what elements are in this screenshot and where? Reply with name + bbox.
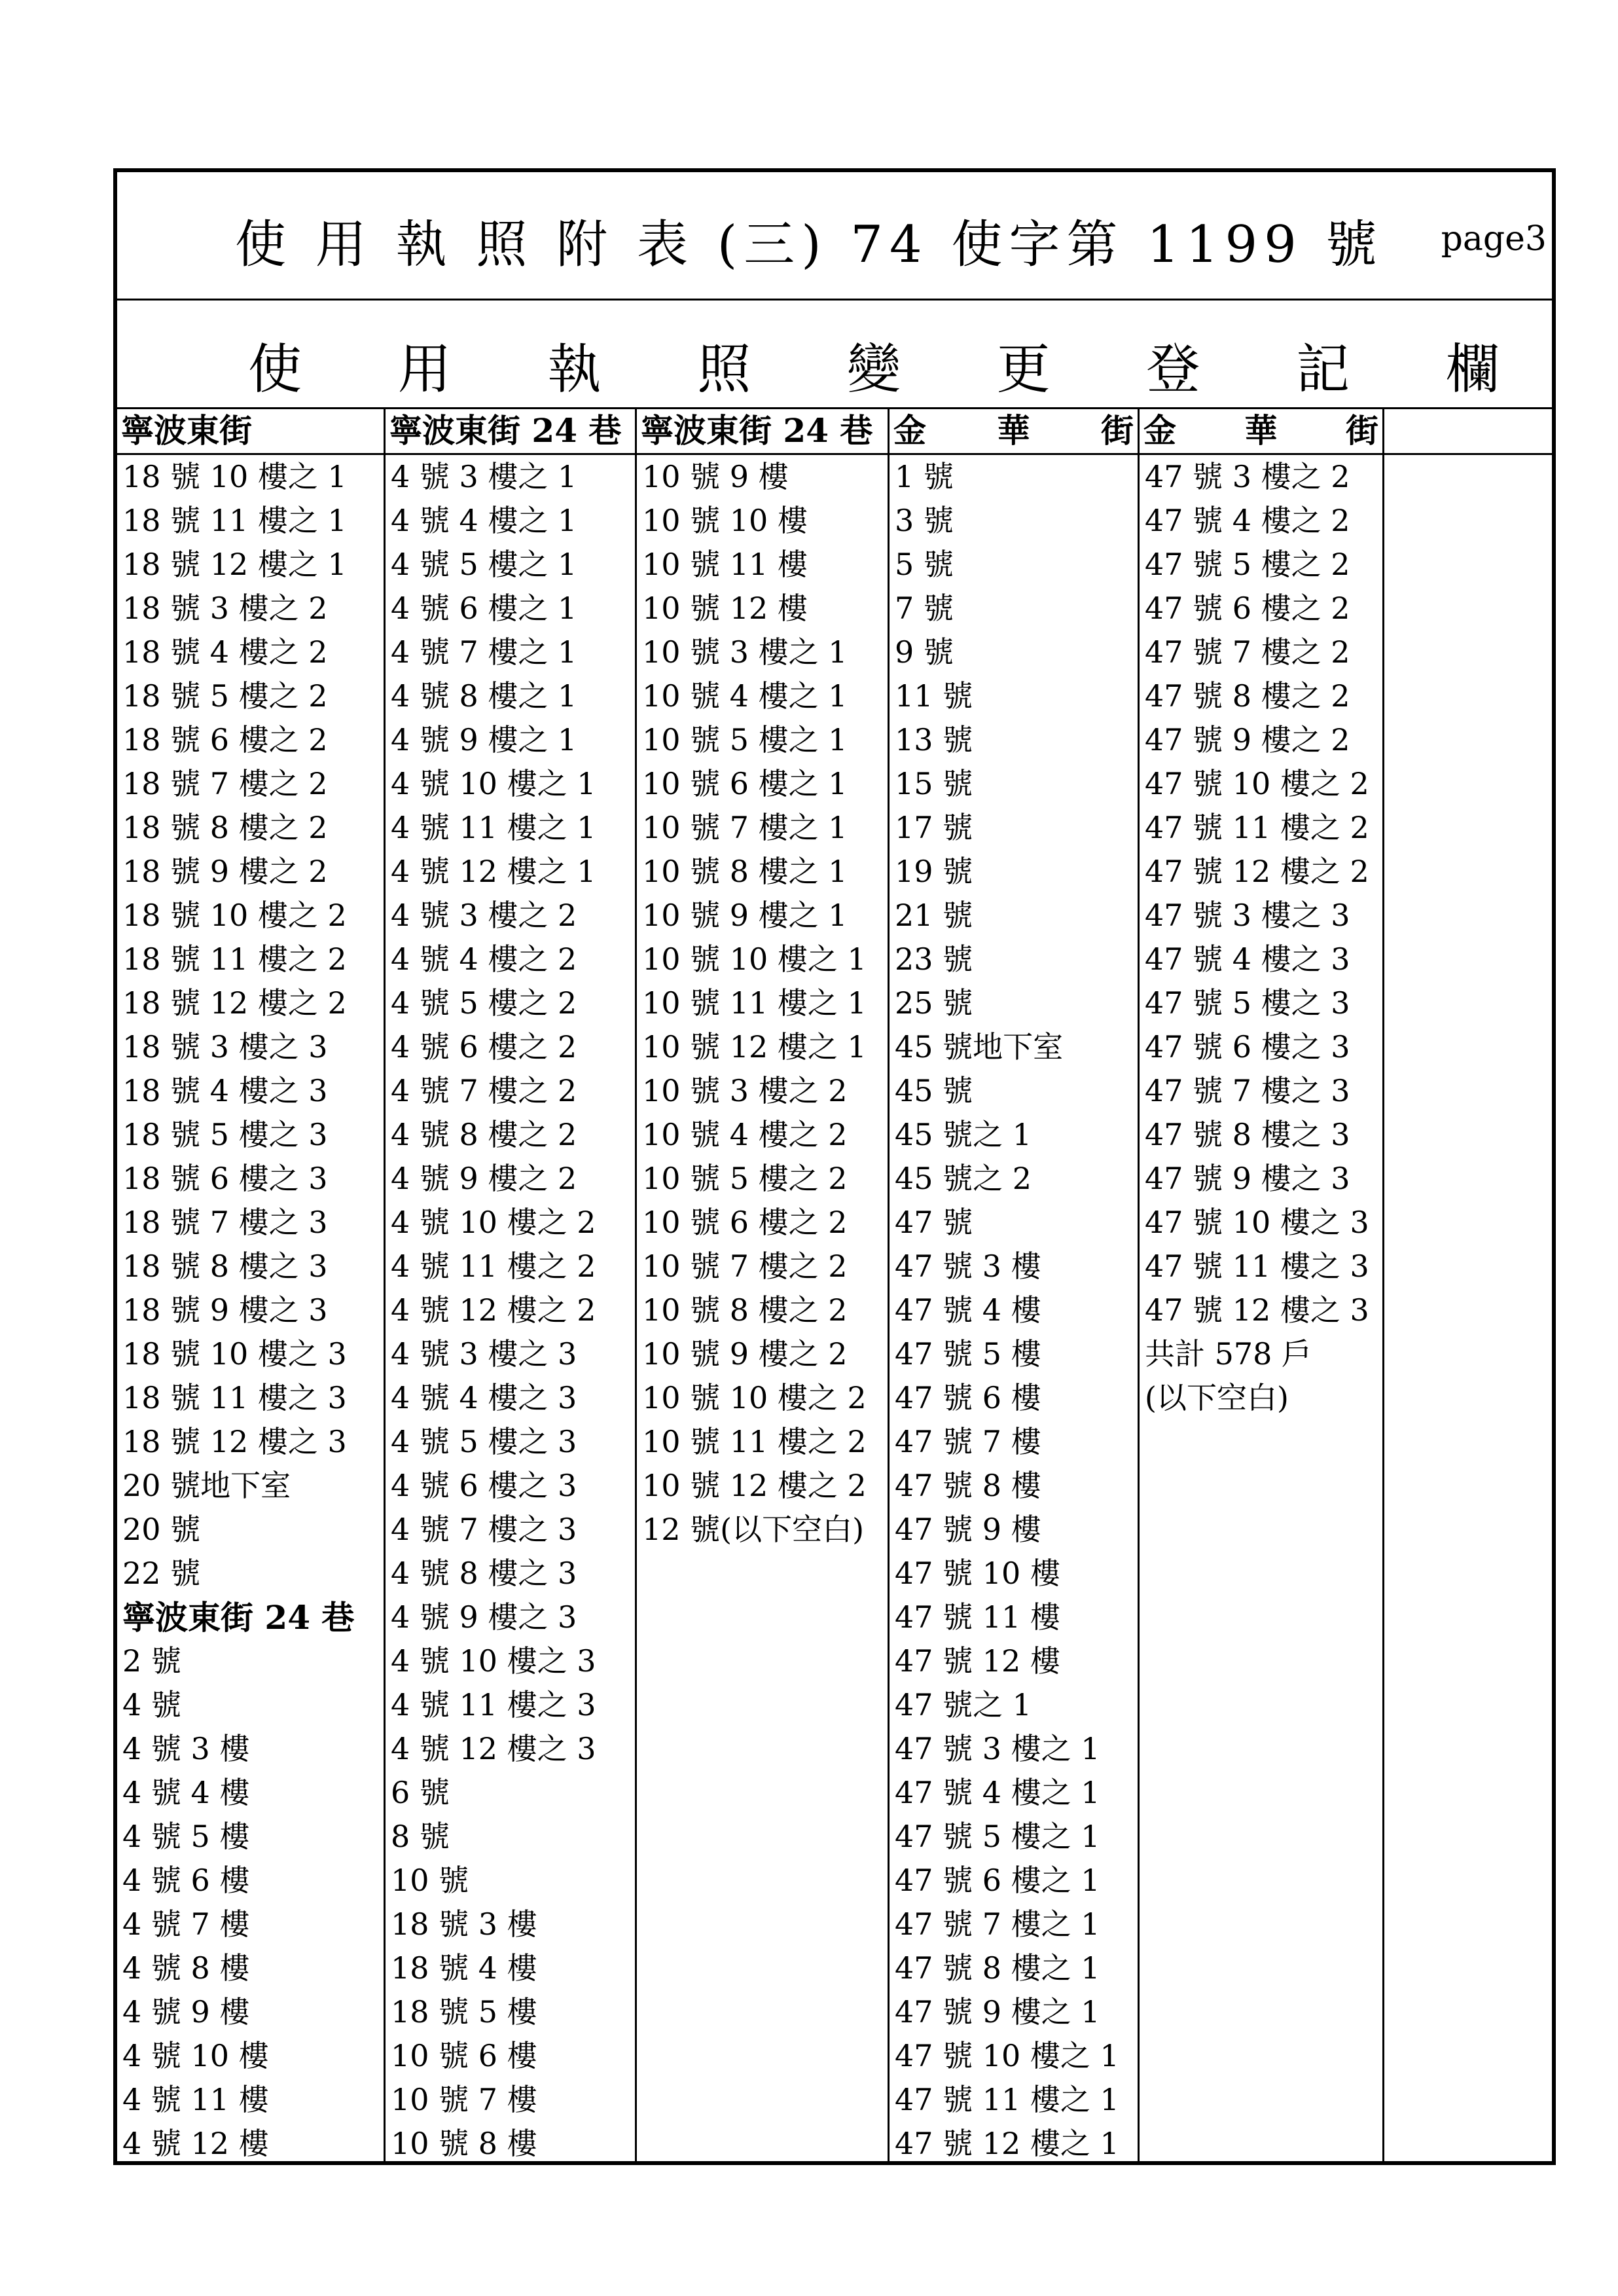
address-entry: 4 號 9 樓之 2 [391, 1161, 577, 1196]
address-entry: 47 號 5 樓之 1 [895, 1819, 1100, 1854]
address-entry: 47 號 10 樓之 1 [895, 2038, 1119, 2073]
address-entry: 4 號 6 樓之 2 [391, 1029, 577, 1065]
address-entry: 47 號 6 樓之 3 [1145, 1029, 1350, 1065]
address-entry: 10 號 [391, 1863, 469, 1898]
address-entry: 10 號 3 樓之 2 [642, 1073, 848, 1108]
column-heading: 寧波東街 [117, 409, 384, 455]
address-entry: 47 號 9 樓之 2 [1145, 722, 1350, 757]
address-entry: 4 號 9 樓之 3 [391, 1599, 577, 1635]
address-entry: 45 號之 2 [895, 1161, 1032, 1196]
address-entry: 4 號 8 樓之 3 [391, 1556, 577, 1591]
address-entry: 11 號 [895, 678, 973, 714]
document-frame [113, 168, 1556, 2165]
address-entry: 10 號 9 樓 [642, 459, 789, 494]
address-entry: 18 號 11 樓之 3 [122, 1380, 347, 1415]
title-row [117, 172, 1552, 301]
address-entry: 18 號 8 樓之 3 [122, 1248, 328, 1284]
address-entry: 47 號 3 樓 [895, 1248, 1041, 1284]
address-column-3 [637, 409, 890, 2165]
address-entry: 18 號 7 樓之 2 [122, 766, 328, 801]
address-entry: 4 號 4 樓之 3 [391, 1380, 577, 1415]
address-entry: 4 號 5 樓之 3 [391, 1424, 577, 1459]
address-entry: 47 號 11 樓之 2 [1145, 810, 1369, 845]
address-column-2 [386, 409, 637, 2165]
section-heading-char: 變 [846, 338, 901, 401]
address-entry: 4 號 5 樓之 2 [391, 985, 577, 1021]
address-entry: 10 號 12 樓之 2 [642, 1468, 867, 1503]
address-entry: 18 號 8 樓之 2 [122, 810, 328, 845]
column-heading-char: 街 [1346, 411, 1378, 450]
address-entry: 47 號 11 樓 [895, 1599, 1060, 1635]
address-entry: 47 號 6 樓之 2 [1145, 591, 1350, 626]
address-entry: 4 號 8 樓之 2 [391, 1117, 577, 1152]
address-entry: 47 號 3 樓之 1 [895, 1731, 1100, 1766]
address-entry: 47 號 6 樓 [895, 1380, 1041, 1415]
address-entry: 4 號 11 樓 [122, 2082, 269, 2117]
address-entry: 47 號 3 樓之 3 [1145, 898, 1350, 933]
address-entry: 4 號 3 樓之 2 [391, 898, 577, 933]
address-entry: 10 號 10 樓之 1 [642, 941, 867, 977]
address-entry: 18 號 12 樓之 3 [122, 1424, 347, 1459]
address-entry: 47 號 12 樓之 1 [895, 2126, 1119, 2161]
address-entry: 23 號 [895, 941, 973, 977]
address-entry: 15 號 [895, 766, 973, 801]
address-entry: 47 號 9 樓之 3 [1145, 1161, 1350, 1196]
address-entry: 10 號 4 樓之 1 [642, 678, 848, 714]
address-entry: 18 號 12 樓之 1 [122, 547, 347, 582]
address-entry: 10 號 8 樓 [391, 2126, 537, 2161]
address-entry: 10 號 5 樓之 2 [642, 1161, 848, 1196]
address-entry: 4 號 10 樓之 2 [391, 1205, 596, 1240]
section-heading-char: 照 [697, 338, 751, 401]
address-entry: 寧波東街 24 巷 [122, 1598, 355, 1637]
address-entry: 18 號 4 樓之 2 [122, 634, 328, 670]
column-heading-char: 金 [1143, 411, 1176, 450]
column-heading [890, 409, 1138, 455]
address-entry: 47 號 7 樓 [895, 1424, 1041, 1459]
address-entry: 20 號 [122, 1512, 201, 1547]
address-column-4 [890, 409, 1140, 2165]
address-entry: 47 號之 1 [895, 1687, 1032, 1722]
address-entry: 10 號 3 樓之 1 [642, 634, 848, 670]
section-heading-char: 使 [248, 338, 302, 401]
address-entry: 47 號 4 樓之 3 [1145, 941, 1350, 977]
column-heading: 寧波東街 24 巷 [637, 409, 888, 455]
address-entry: 22 號 [122, 1556, 201, 1591]
address-column-5 [1140, 409, 1384, 2165]
address-entry: 4 號 7 樓 [122, 1906, 250, 1942]
address-entry: 4 號 7 樓之 3 [391, 1512, 577, 1547]
section-heading-char: 更 [996, 338, 1051, 401]
address-entry: 47 號 [895, 1205, 973, 1240]
address-entry: 5 號 [895, 547, 954, 582]
column-heading-char: 華 [1244, 411, 1278, 450]
address-entry: 47 號 8 樓之 3 [1145, 1117, 1350, 1152]
address-entry: 19 號 [895, 854, 973, 889]
address-entry: 47 號 10 樓 [895, 1556, 1060, 1591]
address-entry: 45 號之 1 [895, 1117, 1032, 1152]
address-entry: 4 號 5 樓之 1 [391, 547, 577, 582]
section-heading-char: 執 [547, 338, 602, 401]
address-entry: 10 號 6 樓之 1 [642, 766, 848, 801]
address-entry: 18 號 4 樓之 3 [122, 1073, 328, 1108]
address-entry: 47 號 11 樓之 3 [1145, 1248, 1369, 1284]
address-entry: 47 號 4 樓之 1 [895, 1775, 1100, 1810]
address-entry: 4 號 11 樓之 2 [391, 1248, 596, 1284]
address-entry: 47 號 7 樓之 1 [895, 1906, 1100, 1942]
address-entry: 18 號 11 樓之 2 [122, 941, 347, 977]
address-entry: 10 號 6 樓 [391, 2038, 537, 2073]
address-entry: 4 號 6 樓之 1 [391, 591, 577, 626]
address-entry: 10 號 5 樓之 1 [642, 722, 848, 757]
address-entry: 10 號 7 樓之 1 [642, 810, 848, 845]
address-entry: 10 號 12 樓 [642, 591, 808, 626]
address-entry: 4 號 11 樓之 1 [391, 810, 596, 845]
address-entry: 4 號 3 樓之 1 [391, 459, 577, 494]
address-entry: 18 號 5 樓之 2 [122, 678, 328, 714]
address-entry: 10 號 10 樓之 2 [642, 1380, 867, 1415]
address-entry: 47 號 10 樓之 2 [1145, 766, 1369, 801]
address-entry: 4 號 8 樓 [122, 1950, 250, 1986]
address-entry: 4 號 6 樓之 3 [391, 1468, 577, 1503]
address-entry: 6 號 [391, 1775, 450, 1810]
address-entry: 47 號 3 樓之 2 [1145, 459, 1350, 494]
address-entry: 10 號 7 樓之 2 [642, 1248, 848, 1284]
address-entry: 4 號 4 樓之 1 [391, 503, 577, 538]
address-entry: 17 號 [895, 810, 973, 845]
address-entry: 10 號 9 樓之 1 [642, 898, 848, 933]
address-entry: 3 號 [895, 503, 954, 538]
section-heading-char: 記 [1296, 338, 1350, 401]
address-entry: 4 號 5 樓 [122, 1819, 250, 1854]
section-row [117, 301, 1552, 409]
address-entry: 9 號 [895, 634, 954, 670]
address-entry: 21 號 [895, 898, 973, 933]
address-entry: 10 號 9 樓之 2 [642, 1336, 848, 1372]
address-entry: 45 號地下室 [895, 1029, 1064, 1065]
address-entry: 4 號 12 樓之 1 [391, 854, 596, 889]
address-entry: 10 號 11 樓 [642, 547, 808, 582]
address-columns [117, 409, 1552, 2165]
address-entry: 18 號 4 樓 [391, 1950, 537, 1986]
section-heading [248, 327, 1500, 403]
address-entry: 4 號 11 樓之 3 [391, 1687, 596, 1722]
address-entry: 47 號 4 樓 [895, 1292, 1041, 1328]
address-entry: 47 號 8 樓之 2 [1145, 678, 1350, 714]
address-entry: 4 號 6 樓 [122, 1863, 250, 1898]
address-entry: 47 號 7 樓之 3 [1145, 1073, 1350, 1108]
address-entry: 1 號 [895, 459, 954, 494]
address-entry: 18 號 10 樓之 3 [122, 1336, 347, 1372]
address-entry: 4 號 9 樓之 1 [391, 722, 577, 757]
address-entry: 18 號 10 樓之 1 [122, 459, 347, 494]
column-heading-char: 華 [997, 411, 1030, 450]
address-entry: 18 號 3 樓之 2 [122, 591, 328, 626]
address-entry: 10 號 6 樓之 2 [642, 1205, 848, 1240]
address-entry: 4 號 7 樓之 1 [391, 634, 577, 670]
address-entry: 10 號 8 樓之 1 [642, 854, 848, 889]
address-entry: 47 號 5 樓之 3 [1145, 985, 1350, 1021]
column-heading: 寧波東街 24 巷 [386, 409, 635, 455]
address-entry: 4 號 8 樓之 1 [391, 678, 577, 714]
address-entry: 18 號 9 樓之 2 [122, 854, 328, 889]
address-entry: 18 號 3 樓 [391, 1906, 537, 1942]
section-heading-char: 用 [397, 338, 452, 401]
address-entry: 10 號 4 樓之 2 [642, 1117, 848, 1152]
address-entry: 47 號 4 樓之 2 [1145, 503, 1350, 538]
address-entry: 10 號 7 樓 [391, 2082, 537, 2117]
column-heading-char: 金 [893, 411, 926, 450]
address-entry: 47 號 12 樓之 3 [1145, 1292, 1369, 1328]
address-entry: 47 號 5 樓之 2 [1145, 547, 1350, 582]
address-entry: 47 號 5 樓 [895, 1336, 1041, 1372]
address-entry: 4 號 9 樓 [122, 1994, 250, 2030]
document-title: 使 用 執 照 附 表 (三) 74 使字第 1199 號 [235, 215, 1384, 274]
address-entry: 7 號 [895, 591, 954, 626]
address-entry: 18 號 12 樓之 2 [122, 985, 347, 1021]
address-entry: 18 號 6 樓之 2 [122, 722, 328, 757]
address-entry: 47 號 7 樓之 2 [1145, 634, 1350, 670]
address-entry: 47 號 11 樓之 1 [895, 2082, 1119, 2117]
address-entry: 10 號 11 樓之 2 [642, 1424, 867, 1459]
address-entry: 10 號 8 樓之 2 [642, 1292, 848, 1328]
address-entry: 4 號 12 樓之 3 [391, 1731, 596, 1766]
address-entry: 4 號 10 樓之 1 [391, 766, 596, 801]
address-entry: 12 號(以下空白) [642, 1512, 865, 1547]
address-entry: 10 號 12 樓之 1 [642, 1029, 867, 1065]
address-entry: 20 號地下室 [122, 1468, 291, 1503]
section-heading-char: 欄 [1445, 338, 1500, 401]
address-entry: 47 號 8 樓之 1 [895, 1950, 1100, 1986]
address-entry: 18 號 10 樓之 2 [122, 898, 347, 933]
address-entry: 47 號 12 樓 [895, 1643, 1060, 1679]
column-heading [1384, 409, 1556, 455]
address-column-1 [117, 409, 386, 2165]
address-entry: 4 號 10 樓之 3 [391, 1643, 596, 1679]
address-entry: 18 號 5 樓 [391, 1994, 537, 2030]
column-heading-char: 街 [1101, 411, 1134, 450]
address-entry: 18 號 6 樓之 3 [122, 1161, 328, 1196]
address-entry: 4 號 12 樓之 2 [391, 1292, 596, 1328]
address-entry: 18 號 5 樓之 3 [122, 1117, 328, 1152]
address-entry: 47 號 12 樓之 2 [1145, 854, 1369, 889]
address-column-6 [1384, 409, 1556, 2165]
address-entry: 4 號 7 樓之 2 [391, 1073, 577, 1108]
address-entry: 共計 578 戶 [1145, 1336, 1312, 1372]
page-number: page3 [1441, 219, 1547, 259]
address-entry: 2 號 [122, 1643, 181, 1679]
address-entry: 4 號 4 樓之 2 [391, 941, 577, 977]
address-entry: 47 號 6 樓之 1 [895, 1863, 1100, 1898]
column-heading [1140, 409, 1382, 455]
address-entry: 45 號 [895, 1073, 973, 1108]
address-entry: 4 號 10 樓 [122, 2038, 269, 2073]
address-entry: 13 號 [895, 722, 973, 757]
address-entry: 18 號 3 樓之 3 [122, 1029, 328, 1065]
address-entry: 10 號 10 樓 [642, 503, 808, 538]
address-entry: 47 號 10 樓之 3 [1145, 1205, 1369, 1240]
section-heading-char: 登 [1146, 338, 1200, 401]
address-entry: 47 號 9 樓之 1 [895, 1994, 1100, 2030]
address-entry: 4 號 [122, 1687, 181, 1722]
address-entry: 18 號 11 樓之 1 [122, 503, 347, 538]
address-entry: 18 號 7 樓之 3 [122, 1205, 328, 1240]
address-entry: 4 號 12 樓 [122, 2126, 269, 2161]
address-entry: (以下空白) [1145, 1380, 1289, 1415]
address-entry: 4 號 3 樓之 3 [391, 1336, 577, 1372]
address-entry: 25 號 [895, 985, 973, 1021]
address-entry: 10 號 11 樓之 1 [642, 985, 867, 1021]
address-entry: 4 號 4 樓 [122, 1775, 250, 1810]
address-entry: 47 號 8 樓 [895, 1468, 1041, 1503]
address-entry: 47 號 9 樓 [895, 1512, 1041, 1547]
address-entry: 8 號 [391, 1819, 450, 1854]
address-entry: 4 號 3 樓 [122, 1731, 250, 1766]
address-entry: 18 號 9 樓之 3 [122, 1292, 328, 1328]
